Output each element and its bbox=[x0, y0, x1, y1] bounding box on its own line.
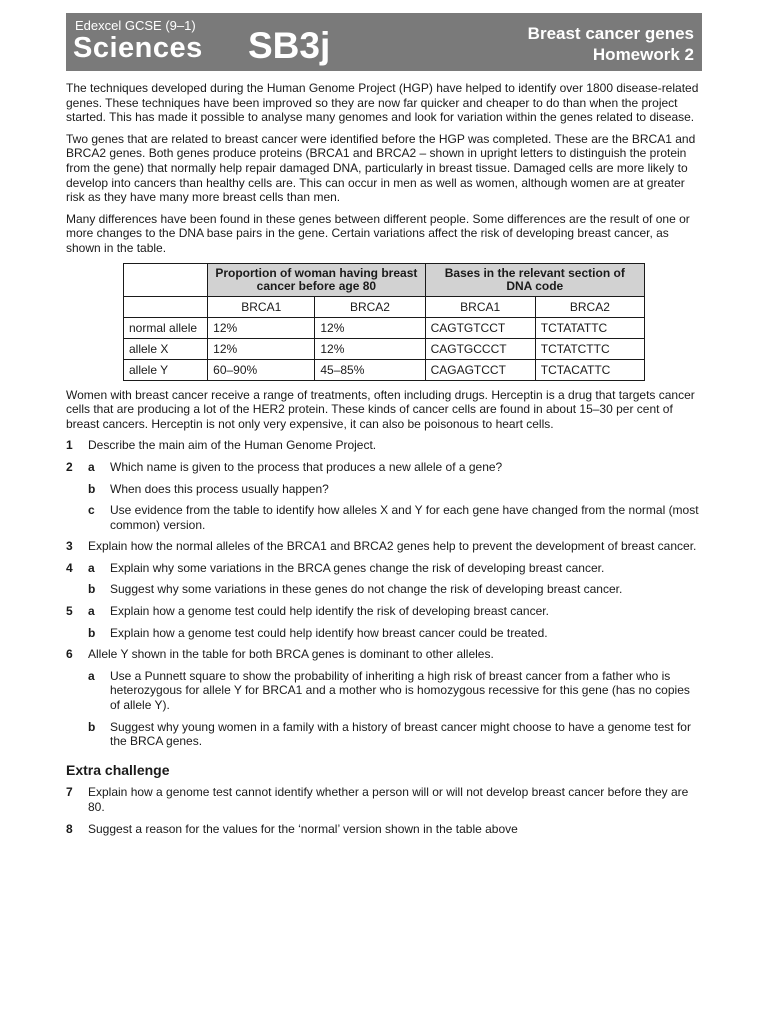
table-cell: 12% bbox=[208, 338, 315, 359]
question-number: 2 bbox=[66, 459, 73, 474]
table-corner-cell bbox=[124, 263, 208, 296]
question-text: Explain how the normal alleles of the BRCA1 and BRCA2 genes help to prevent the development of breast cancer. bbox=[88, 539, 697, 554]
table-cell: CAGTGCCCT bbox=[425, 338, 535, 359]
question-number: 5 bbox=[66, 604, 73, 619]
question-number: 3 bbox=[66, 539, 73, 554]
worksheet-header bbox=[66, 13, 702, 71]
question-letter: b bbox=[88, 481, 96, 496]
question-letter: a bbox=[88, 668, 95, 683]
question-letter: b bbox=[88, 625, 96, 640]
question-letter: a bbox=[88, 604, 95, 619]
question-text: Suggest why some variations in these genes do not change the risk of developing breast cancer. bbox=[110, 582, 623, 597]
question-number: 8 bbox=[66, 821, 73, 836]
question-2b bbox=[66, 482, 702, 497]
question-4b bbox=[66, 582, 702, 597]
table-cell: CAGAGTCCT bbox=[425, 359, 535, 380]
table-row bbox=[124, 359, 645, 380]
question-letter: b bbox=[88, 582, 96, 597]
brca-paragraph: Two genes that are related to breast cancer were identified before the HGP was completed. These are the BRCA1 and BRCA2 genes. Both genes produce proteins (BRCA1 and BRCA2 – shown in upright letters to distinguish the protein from the gene) that normally help repair damaged DNA, particularly in breast tissue. Damaged cells are more likely to develop into cancers than healthy cells are. This can occur in men as well as women, although women are at greater risk as they have many more breast cells than men. bbox=[66, 131, 696, 205]
herceptin-paragraph: Women with breast cancer receive a range of treatments, often including drugs. Herceptin is a drug that targets cancer cells that are producing a lot of the HER2 protein. These kinds of cancer cells are found in about 15–30 per cent of breast cancers. Herceptin is not only very expensive, it can also be poisonous to heart cells. bbox=[66, 387, 695, 431]
header-bases: Bases in the relevant section of DNA code bbox=[425, 263, 644, 296]
table-cell: 12% bbox=[315, 317, 425, 338]
table-header-row bbox=[124, 263, 645, 296]
question-1 bbox=[66, 438, 702, 453]
allele-table bbox=[123, 263, 645, 381]
question-6 bbox=[66, 647, 702, 662]
header-proportion: Proportion of woman having breast cancer before age 80 bbox=[208, 263, 425, 296]
worksheet-content bbox=[66, 71, 702, 836]
question-text: Use a Punnett square to show the probability of inheriting a high risk of breast cancer from a father who is heterozygous for allele Y for BRCA1 and a mother who is homozygous recessive for this gene (has no copies of allele Y). bbox=[110, 668, 690, 713]
question-6b bbox=[66, 720, 702, 749]
question-text: Allele Y shown in the table for both BRCA genes is dominant to other alleles. bbox=[88, 647, 494, 662]
question-6a bbox=[66, 669, 702, 713]
table-cell: TCTACATTC bbox=[535, 359, 644, 380]
question-2a bbox=[66, 460, 702, 475]
question-7 bbox=[66, 785, 702, 814]
question-text: Suggest why young women in a family with a history of breast cancer might choose to have a genome test for the BRCA genes. bbox=[110, 719, 691, 749]
question-4a bbox=[66, 561, 702, 576]
question-text: Explain why some variations in the BRCA genes change the risk of developing breast cancer. bbox=[110, 560, 605, 575]
question-letter: c bbox=[88, 503, 95, 518]
subheader-cell: BRCA1 bbox=[425, 296, 535, 317]
variation-paragraph: Many differences have been found in these genes between different people. Some differences are the result of one or more changes to the DNA base pairs in the gene. Certain variations affect the risk of developing breast cancer, as shown in the table. bbox=[66, 211, 690, 255]
question-number: 7 bbox=[66, 785, 73, 800]
table-cell: 12% bbox=[315, 338, 425, 359]
question-text: Suggest a reason for the values for the ‘normal’ version shown in the table above bbox=[88, 821, 518, 836]
table-cell: 45–85% bbox=[315, 359, 425, 380]
intro-paragraph: The techniques developed during the Human Genome Project (HGP) have helped to identify over 1800 disease-related genes. These techniques have been improved so they are now far quicker and cheaper to do than when the project started. This has made it possible to analyse many genomes and look for variation within the genes related to disease. bbox=[66, 81, 699, 125]
worksheet-title-line2: Homework 2 bbox=[592, 45, 694, 64]
table-cell: 12% bbox=[208, 317, 315, 338]
question-text: When does this process usually happen? bbox=[110, 481, 329, 496]
table-row bbox=[124, 317, 645, 338]
worksheet-page bbox=[66, 13, 702, 843]
question-5b bbox=[66, 626, 702, 641]
question-5a bbox=[66, 604, 702, 619]
row-label: allele Y bbox=[124, 359, 208, 380]
question-2c bbox=[66, 503, 702, 532]
extra-challenge-heading: Extra challenge bbox=[66, 761, 170, 778]
subheader-cell: BRCA1 bbox=[208, 296, 315, 317]
table-subheader-blank bbox=[124, 296, 208, 317]
qualification-label: Edexcel GCSE (9–1) bbox=[75, 18, 196, 33]
question-text: Explain how a genome test could help identify the risk of developing breast cancer. bbox=[110, 604, 549, 619]
question-letter: a bbox=[88, 459, 95, 474]
question-letter: b bbox=[88, 719, 96, 734]
table-cell: TCTATATTC bbox=[535, 317, 644, 338]
subheader-cell: BRCA2 bbox=[535, 296, 644, 317]
question-8 bbox=[66, 822, 702, 837]
question-text: Describe the main aim of the Human Genome Project. bbox=[88, 438, 377, 453]
table-row bbox=[124, 338, 645, 359]
row-label: allele X bbox=[124, 338, 208, 359]
table-subheader-row bbox=[124, 296, 645, 317]
worksheet-title-line1: Breast cancer genes bbox=[527, 24, 694, 43]
question-3 bbox=[66, 539, 702, 554]
question-number: 6 bbox=[66, 647, 73, 662]
question-text: Use evidence from the table to identify how alleles X and Y for each gene have changed from the normal (most common) version. bbox=[110, 503, 699, 532]
table-cell: 60–90% bbox=[208, 359, 315, 380]
question-text: Explain how a genome test cannot identify whether a person will or will not develop breast cancer before they are 80. bbox=[88, 785, 689, 814]
table-cell: CAGTGTCCT bbox=[425, 317, 535, 338]
subject-title: Sciences bbox=[73, 32, 203, 64]
question-number: 4 bbox=[66, 560, 73, 575]
question-text: Explain how a genome test could help identify how breast cancer could be treated. bbox=[110, 625, 548, 640]
row-label: normal allele bbox=[124, 317, 208, 338]
question-number: 1 bbox=[66, 438, 73, 453]
question-text: Which name is given to the process that produces a new allele of a gene? bbox=[110, 459, 503, 474]
worksheet-title bbox=[528, 23, 694, 65]
table-cell: TCTATCTTC bbox=[535, 338, 644, 359]
subheader-cell: BRCA2 bbox=[315, 296, 425, 317]
question-letter: a bbox=[88, 560, 95, 575]
unit-code: SB3j bbox=[248, 25, 331, 66]
